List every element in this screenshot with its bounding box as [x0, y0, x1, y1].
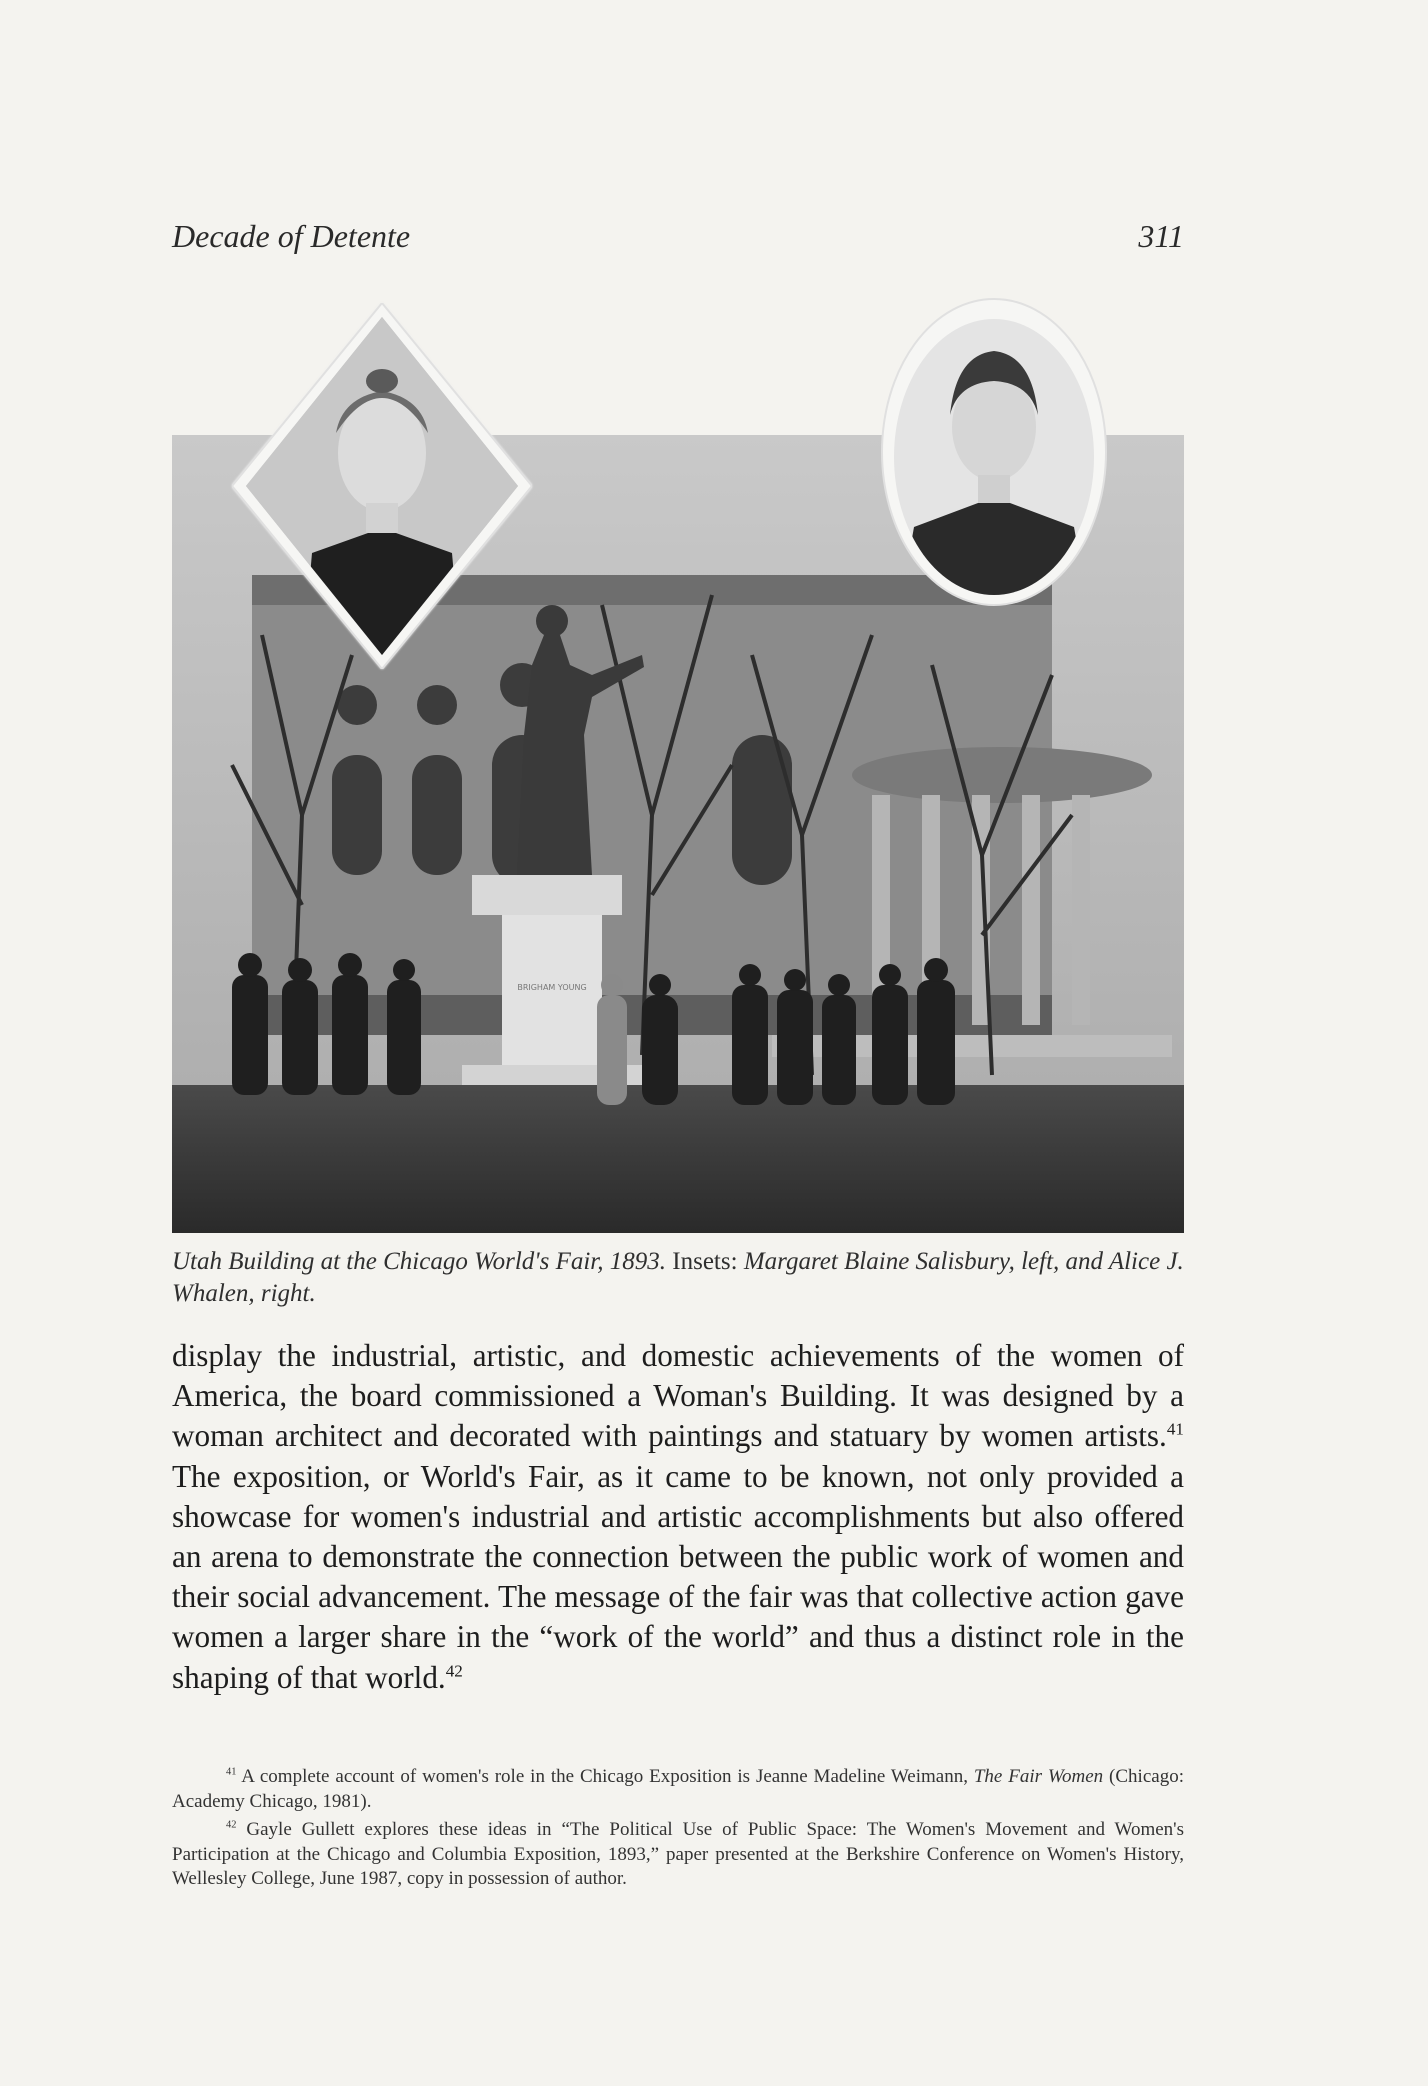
running-header: [172, 218, 1184, 255]
plaque-text: BRIGHAM YOUNG: [517, 983, 587, 992]
body-text-part-1: display the industrial, artistic, and domestic achievements of the women of America, the board commissioned a Woman's Building. It was designed by a woman architect and decorated with paintings and statuary by women artists.: [172, 1338, 1184, 1454]
caption-insets: Margaret Blaine Salisbury, left, and Alice J. Whalen, right.: [172, 1248, 1184, 1307]
footnote-text-end: (Chicago: Academy Chicago, 1981).: [172, 1766, 1184, 1812]
footnote-number: 42: [226, 1819, 237, 1831]
body-text-part-2: The exposition, or World's Fair, as it came to be known, not only provided a showcase for women's industrial and artistic accomplishments but also offered an arena to demonstrate the connection between the public work of women and their social advancement. The message of the fair was that collective action gave women a larger share in the “work of the world” and thus a distinct role in the shaping of that world.: [172, 1458, 1184, 1695]
footnote-number: 41: [226, 1766, 237, 1778]
inset-portrait-salisbury: [232, 303, 532, 669]
footnote-text: Gayle Gullett explores these ideas in “The Political Use of Public Space: The Women's Movement and Women's Participation at the Chicago and Columbia Exposition, 1893,” paper presented at the Berkshire Conference on Women's History, Wellesley College, June 1987, copy in possession of author.: [172, 1819, 1184, 1889]
caption-insets-label: Insets:: [666, 1248, 744, 1275]
footnotes: [172, 1765, 1184, 1896]
footnote-ref-42: 42: [445, 1661, 463, 1681]
photo-figure: [172, 295, 1184, 1233]
figure-caption: [172, 1246, 1184, 1310]
footnote-42: [172, 1818, 1184, 1892]
running-title: Decade of Detente: [172, 218, 411, 254]
body-paragraph: [172, 1336, 1184, 1698]
footnote-ref-41: 41: [1166, 1420, 1184, 1440]
inset-portrait-whalen: [880, 297, 1108, 607]
footnote-41: [172, 1765, 1184, 1814]
footnote-book-title: The Fair Women: [973, 1766, 1104, 1787]
footnote-text: A complete account of women's role in the Chicago Exposition is Jeanne Madeline Weimann,: [236, 1766, 974, 1787]
caption-title: Utah Building at the Chicago World's Fair, 1893.: [172, 1248, 667, 1275]
page-number: 311: [1138, 218, 1184, 254]
